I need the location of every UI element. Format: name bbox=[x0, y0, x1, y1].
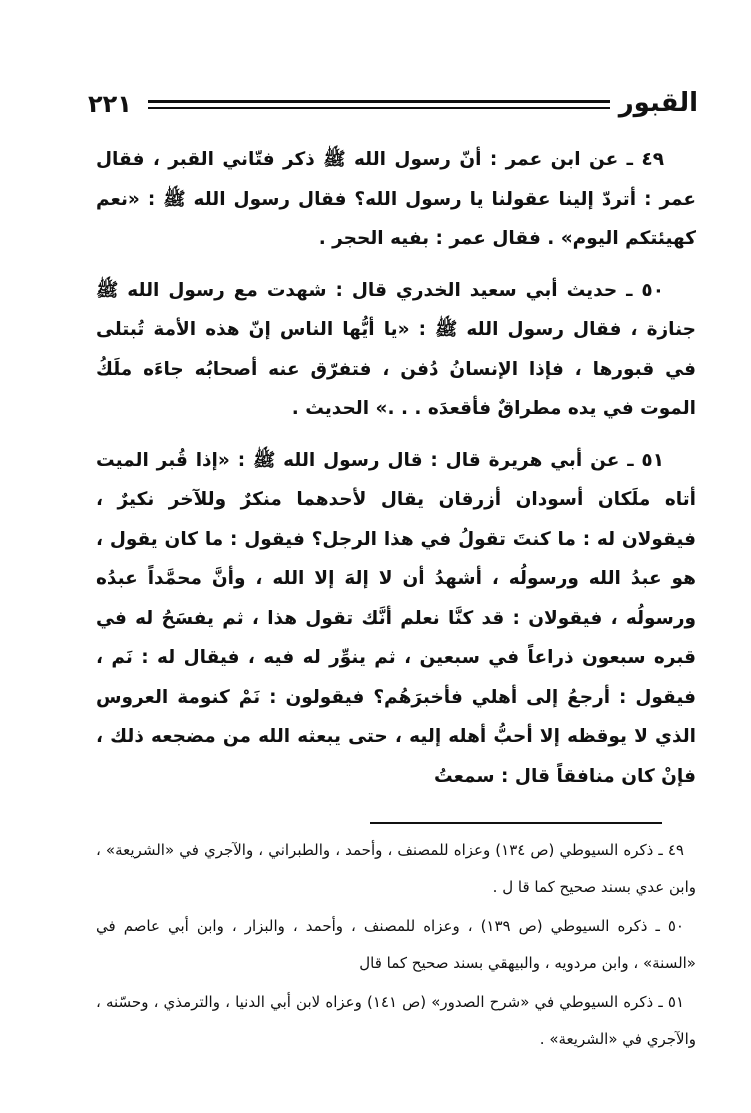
footnotes bbox=[96, 832, 696, 1060]
hadith-paragraph-51: ٥١ ـ عن أبي هريرة قال : قال رسول الله ﷺ : «إذا قُبر الميت أتاه ملَكان أسودان أزرقان يقال لأحدهما منكرٌ وللآخر نكيرٌ ، فيقولان له : ما كنتَ تقولُ في هذا الرجل؟ فيقول : ما كان يقول ، هو عبدُ الله ورسولُه ، أشهدُ أن لا إلهَ إلا الله ، وأنَّ محمَّداً عبدُه ورسولُه ، فيقولان : قد كنَّا نعلم أنَّك تقول هذا ، ثم يفسَحُ له في قبره سبعون ذراعاً في سبعين ، ثم ينوِّر له فيه ، فيقال له : نَم ، فيقول : أرجعُ إلى أهلي فأخبرَهُم؟ فيقولون : نَمْ كنومة العروس الذي لا يوقظه إلا أحبُّ أهله إليه ، حتى يبعثه الله من مضجعه ذلك ، فإنْ كان منافقاً قال : سمعتُ bbox=[96, 449, 696, 787]
footnote-51: ٥١ ـ ذكره السيوطي في «شرح الصدور» (ص ١٤١) وعزاه لابن أبي الدنيا ، والترمذي ، وحسّنه ، والآجري في «الشريعة» . bbox=[96, 993, 696, 1048]
footnote-50: ٥٠ ـ ذكره السيوطي (ص ١٣٩) ، وعزاه للمصنف ، وأحمد ، والبزار ، وابن أبي عاصم في «السنة» ، وابن مردويه ، والبيهقي بسند صحيح كما قال bbox=[96, 917, 696, 972]
main-text bbox=[96, 140, 696, 808]
footnote-divider bbox=[370, 822, 662, 824]
footnote-49: ٤٩ ـ ذكره السيوطي (ص ١٣٤) وعزاه للمصنف ، وأحمد ، والطبراني ، والآجري في «الشريعة» ، وابن عدي بسند صحيح كما قا ل . bbox=[96, 841, 696, 896]
hadith-paragraph-50: ٥٠ ـ حديث أبي سعيد الخدري قال : شهدت مع رسول الله ﷺ جنازة ، فقال رسول الله ﷺ : «يا أيُّها الناس إنّ هذه الأمة تُبتلى في قبورها ، فإذا الإنسانُ دُفن ، فتفرّق عنه أصحابُه جاءَه ملَكُ الموت في يده مطراقٌ فأقعدَه . . .» الحديث . bbox=[96, 279, 696, 419]
hadith-paragraph-49: ٤٩ ـ عن ابن عمر : أنّ رسول الله ﷺ ذكر فتّاني القبر ، فقال عمر : أتردّ إلينا عقولنا يا رسول الله؟ فقال رسول الله ﷺ : «نعم كهيئتكم اليوم» . فقال عمر : بفيه الحجر . bbox=[96, 149, 696, 249]
header-rule bbox=[148, 100, 610, 109]
running-title: القبور bbox=[618, 88, 698, 118]
page-header bbox=[88, 84, 698, 124]
page-number: ٢٢١ bbox=[88, 90, 132, 118]
